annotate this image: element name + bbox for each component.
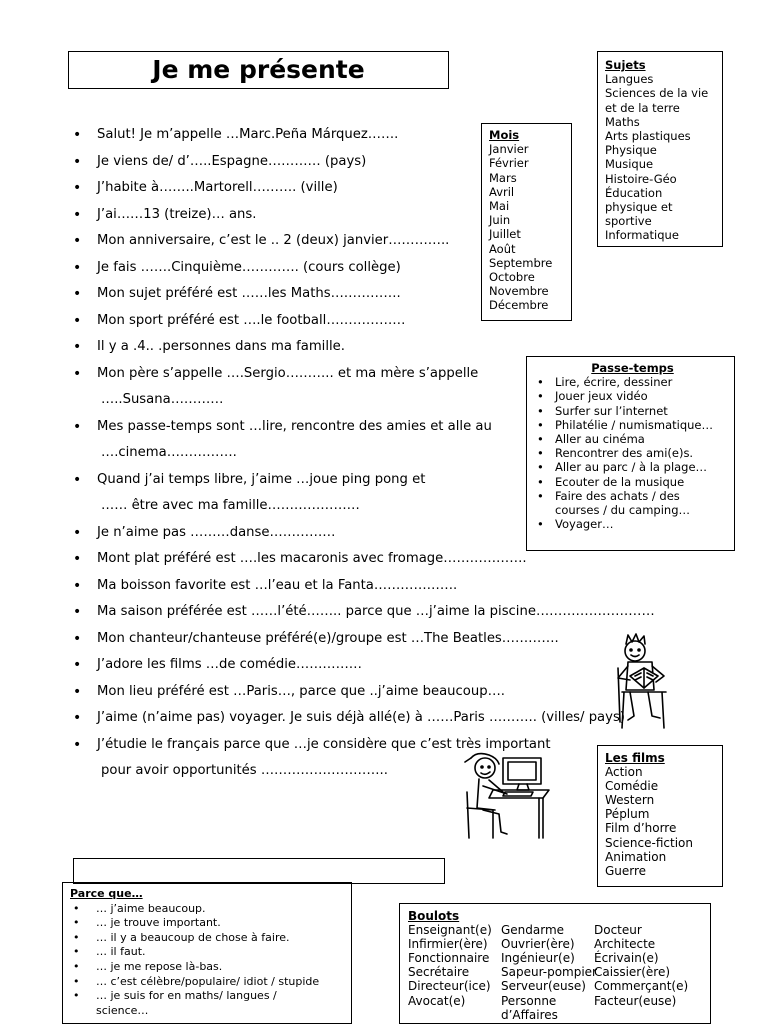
sujets-box <box>597 51 723 247</box>
passe-temps-label: Jouer jeux vidéo <box>555 389 648 404</box>
sentence-line: J’étudie le français parce que …je considère que c’est très important <box>97 736 551 752</box>
parce-que-label: … c’est célèbre/populaire/ idiot / stupide <box>96 974 320 988</box>
parce-que-label: … il faut. <box>96 945 146 959</box>
sentence-line: …..Susana………… <box>101 392 224 407</box>
parce-que-item <box>70 975 351 990</box>
parce-que-item <box>70 989 351 1004</box>
parce-que-label: … je suis for en maths/ langues / <box>96 989 277 1003</box>
sujets-item: Maths <box>605 114 640 129</box>
sujets-item: Éducation <box>605 185 663 200</box>
empty-text-box <box>73 858 445 884</box>
mois-item: Août <box>489 241 516 256</box>
sentence-line: Salut! Je m’appelle …Marc.Peña Márquez……. <box>97 127 399 142</box>
bullet-icon: • <box>73 233 82 249</box>
bullet-icon: • <box>537 474 544 489</box>
sentence-line: Mon chanteur/chanteuse préféré(e)/groupe est …The Beatles…………. <box>97 630 559 646</box>
bullet-icon: • <box>73 286 82 302</box>
bullet-icon: • <box>537 488 544 503</box>
passe-temps-item <box>531 389 734 403</box>
films-item: Animation <box>605 849 667 864</box>
sentence-line: Mes passe-temps sont …lire, rencontre des amies et alle au <box>97 418 492 434</box>
sujets-item: Arts plastiques <box>605 129 691 144</box>
passe-temps-item <box>531 517 734 531</box>
sentence-item <box>73 626 693 653</box>
mois-item: Juillet <box>489 227 521 242</box>
bullet-icon: • <box>537 375 544 390</box>
bullet-icon: • <box>73 657 82 673</box>
sentence-line: Mon sujet préféré est ……les Maths……………. <box>97 286 401 301</box>
sujets-title: Sujets <box>605 58 646 72</box>
parce-que-continuation: science… <box>96 1003 149 1017</box>
bullet-icon: • <box>73 974 80 988</box>
bullet-icon: • <box>73 551 82 567</box>
mois-box <box>481 123 572 321</box>
films-item: Guerre <box>605 863 647 878</box>
films-item: Action <box>605 765 643 780</box>
passe-temps-list <box>531 375 734 531</box>
boulots-item: Ingénieur(e) <box>501 951 575 966</box>
bullet-icon: • <box>73 365 82 382</box>
bullet-icon: • <box>537 432 544 447</box>
passe-temps-item <box>531 503 734 517</box>
sentence-line: J’adore les films …de comédie…………… <box>97 657 362 672</box>
bullet-icon: • <box>73 524 82 541</box>
bullet-icon: • <box>73 945 80 959</box>
boulots-item: Secrétaire <box>408 965 470 980</box>
mois-item: Novembre <box>489 284 549 299</box>
parce-que-item <box>70 931 351 946</box>
bullet-icon: • <box>73 127 82 143</box>
parce-que-list <box>70 902 351 1004</box>
bullet-icon: • <box>73 959 80 973</box>
bullet-icon: • <box>73 901 80 915</box>
passe-temps-box <box>526 356 735 551</box>
films-item: Film d’horre <box>605 821 677 836</box>
sentence-item <box>73 705 693 732</box>
passe-temps-label: Lire, écrire, dessiner <box>555 375 673 390</box>
bullet-icon: • <box>73 630 82 647</box>
boulots-item: Docteur <box>594 923 642 938</box>
sentence-line: Mon lieu préféré est …Paris…, parce que ..j’aime beaucoup…. <box>97 683 505 699</box>
bullet-icon: • <box>537 417 544 432</box>
bullet-icon: • <box>73 206 82 223</box>
passe-temps-item <box>531 404 734 418</box>
films-title: Les films <box>605 751 665 765</box>
sentence-line: Je viens de/ d’…..Espagne………… (pays) <box>97 153 367 169</box>
passe-temps-label: Ecouter de la musique <box>555 474 685 489</box>
boulots-item: d’Affaires <box>501 1007 558 1022</box>
bullet-icon: • <box>537 517 544 532</box>
bullet-icon: • <box>73 471 82 488</box>
bullet-icon: • <box>73 736 82 753</box>
sujets-item: Physique <box>605 143 657 158</box>
sentence-item <box>73 652 693 679</box>
sujets-item: physique et <box>605 200 673 215</box>
films-item: Comédie <box>605 779 659 794</box>
sujets-item: Musique <box>605 157 654 172</box>
sentence-line: Je fais …….Cinquième…………. (cours collège) <box>97 259 401 275</box>
passe-temps-item <box>531 375 734 389</box>
boulots-grid <box>408 923 710 1022</box>
boulots-item: Gendarme <box>501 923 565 938</box>
sentence-line: J’habite à……..Martorell………. (ville) <box>97 180 338 195</box>
mois-item: Mai <box>489 199 510 214</box>
passe-temps-label: Faire des achats / des <box>555 488 680 503</box>
boulots-item: Sapeur-pompier <box>501 965 597 980</box>
parce-que-item <box>70 916 351 931</box>
sentence-line: Mont plat préféré est ….les macaronis avec fromage………………. <box>97 551 527 566</box>
boy-reading-drawing <box>608 632 696 732</box>
sentence-line: Mon anniversaire, c’est le .. 2 (deux) janvier………….. <box>97 233 450 248</box>
films-item: Western <box>605 793 655 808</box>
passe-temps-item <box>531 475 734 489</box>
sentence-item <box>73 599 693 626</box>
boulots-box <box>399 903 711 1024</box>
bullet-icon: • <box>73 259 82 276</box>
bullet-icon: • <box>537 446 544 461</box>
mois-item: Septembre <box>489 255 553 270</box>
passe-temps-item <box>531 418 734 432</box>
sentence-line: J’ai……13 (treize)… ans. <box>97 206 257 222</box>
passe-temps-label: Aller au parc / à la plage… <box>555 460 708 475</box>
films-box <box>597 745 723 887</box>
sentence-line: pour avoir opportunités ……………………….. <box>101 763 388 778</box>
boulots-item: Commerçant(e) <box>594 979 689 994</box>
boulots-column <box>501 923 597 1022</box>
mois-item: Avril <box>489 184 515 199</box>
bullet-icon: • <box>73 916 80 930</box>
boulots-item: Avocat(e) <box>408 993 466 1008</box>
sujets-item: Sciences de la vie <box>605 86 709 101</box>
passe-temps-item <box>531 446 734 460</box>
boulots-item: Serveur(euse) <box>501 979 586 994</box>
parce-que-item <box>70 960 351 975</box>
bullet-icon: • <box>73 710 82 726</box>
parce-que-title: Parce que… <box>70 887 143 900</box>
boulots-column <box>594 923 687 1022</box>
mois-item: Juin <box>489 213 511 228</box>
sujets-item: Langues <box>605 72 654 87</box>
sentence-line: Ma boisson favorite est …l’eau et la Fanta………………. <box>97 577 458 593</box>
passe-temps-label: Aller au cinéma <box>555 432 645 447</box>
sentence-line: Mon sport préféré est ….le football……………… <box>97 312 406 328</box>
films-item: Science-fiction <box>605 835 693 850</box>
sentence-item <box>73 281 693 308</box>
bullet-icon: • <box>73 930 80 944</box>
sentence-item <box>73 573 693 600</box>
bullet-icon: • <box>73 339 82 355</box>
passe-temps-title: Passe-temps <box>591 361 674 375</box>
sujets-item: sportive <box>605 214 652 229</box>
boulots-item: Caissier(ère) <box>594 965 671 980</box>
bullet-icon: • <box>73 683 82 700</box>
boulots-title: Boulots <box>408 909 460 923</box>
bullet-icon: • <box>73 577 82 594</box>
boulots-item: Infirmier(ère) <box>408 937 488 952</box>
sentence-item <box>73 308 693 335</box>
parce-que-label: … je trouve important. <box>96 916 221 930</box>
bullet-icon: • <box>537 403 544 418</box>
bullet-icon: • <box>537 389 544 404</box>
sujets-item: Histoire-Géo <box>605 171 677 186</box>
boulots-item: Ouvrier(ère) <box>501 937 575 952</box>
passe-temps-label: Voyager… <box>555 517 614 532</box>
bullet-icon: • <box>73 418 82 435</box>
bullet-icon: • <box>537 460 544 475</box>
sentence-line: Il y a .4.. .personnes dans ma famille. <box>97 339 345 354</box>
films-item: Péplum <box>605 807 650 822</box>
bullet-icon: • <box>73 180 82 196</box>
boulots-item: Facteur(euse) <box>594 993 677 1008</box>
passe-temps-item <box>531 432 734 446</box>
bullet-icon: • <box>73 153 82 170</box>
sentence-line: Quand j’ai temps libre, j’aime …joue ping pong et <box>97 471 426 487</box>
sujets-item: et de la terre <box>605 100 680 115</box>
boulots-item: Architecte <box>594 937 656 952</box>
parce-que-item <box>70 945 351 960</box>
sentence-item <box>73 255 693 285</box>
passe-temps-label: Surfer sur l’internet <box>555 403 668 418</box>
parce-que-item <box>70 902 351 917</box>
boulots-item: Fonctionnaire <box>408 951 490 966</box>
mois-item: Décembre <box>489 298 549 313</box>
passe-temps-label: Philatélie / numismatique… <box>555 417 713 432</box>
passe-temps-item <box>531 489 734 503</box>
mois-item: Mars <box>489 170 517 185</box>
page-title: Je me présente <box>68 51 449 89</box>
mois-item: Janvier <box>489 142 529 157</box>
boulots-item: Enseignant(e) <box>408 923 492 938</box>
parce-que-label: … j’aime beaucoup. <box>96 901 206 915</box>
bullet-icon: • <box>73 989 80 1003</box>
student-computer-drawing <box>453 752 553 844</box>
sentence-line: Ma saison préférée est ……l’été…….. parce que …j’aime la piscine……………………… <box>97 604 655 619</box>
passe-temps-label: courses / du camping… <box>555 503 691 518</box>
passe-temps-label: Rencontrer des ami(e)s. <box>555 446 694 461</box>
passe-temps-item <box>531 460 734 474</box>
parce-que-label: … je me repose là-bas. <box>96 959 223 973</box>
sentence-line: Je n’aime pas ………danse…………… <box>97 524 336 540</box>
boulots-column <box>408 923 501 1022</box>
bullet-icon: • <box>73 604 82 620</box>
boulots-item: Écrivain(e) <box>594 951 659 966</box>
boulots-item: Directeur(ice) <box>408 979 491 994</box>
mois-title: Mois <box>489 128 520 142</box>
parce-que-box <box>62 882 352 1024</box>
sujets-item: Informatique <box>605 228 679 243</box>
mois-item: Octobre <box>489 270 535 285</box>
sentence-line: J’aime (n’aime pas) voyager. Je suis déjà allé(e) à ……Paris ……….. (villes/ pays) <box>97 710 625 725</box>
sentence-item <box>73 679 693 706</box>
bullet-icon: • <box>73 312 82 329</box>
boulots-item: Personne <box>501 993 557 1008</box>
sentence-line: Mon père s’appelle ….Sergio……….. et ma mère s’appelle <box>97 365 479 381</box>
parce-que-label: … il y a beaucoup de chose à faire. <box>96 930 290 944</box>
sentence-line: …… être avec ma famille………………… <box>101 498 360 513</box>
sentence-line: ….cinema……………. <box>101 445 237 460</box>
mois-item: Février <box>489 156 529 171</box>
